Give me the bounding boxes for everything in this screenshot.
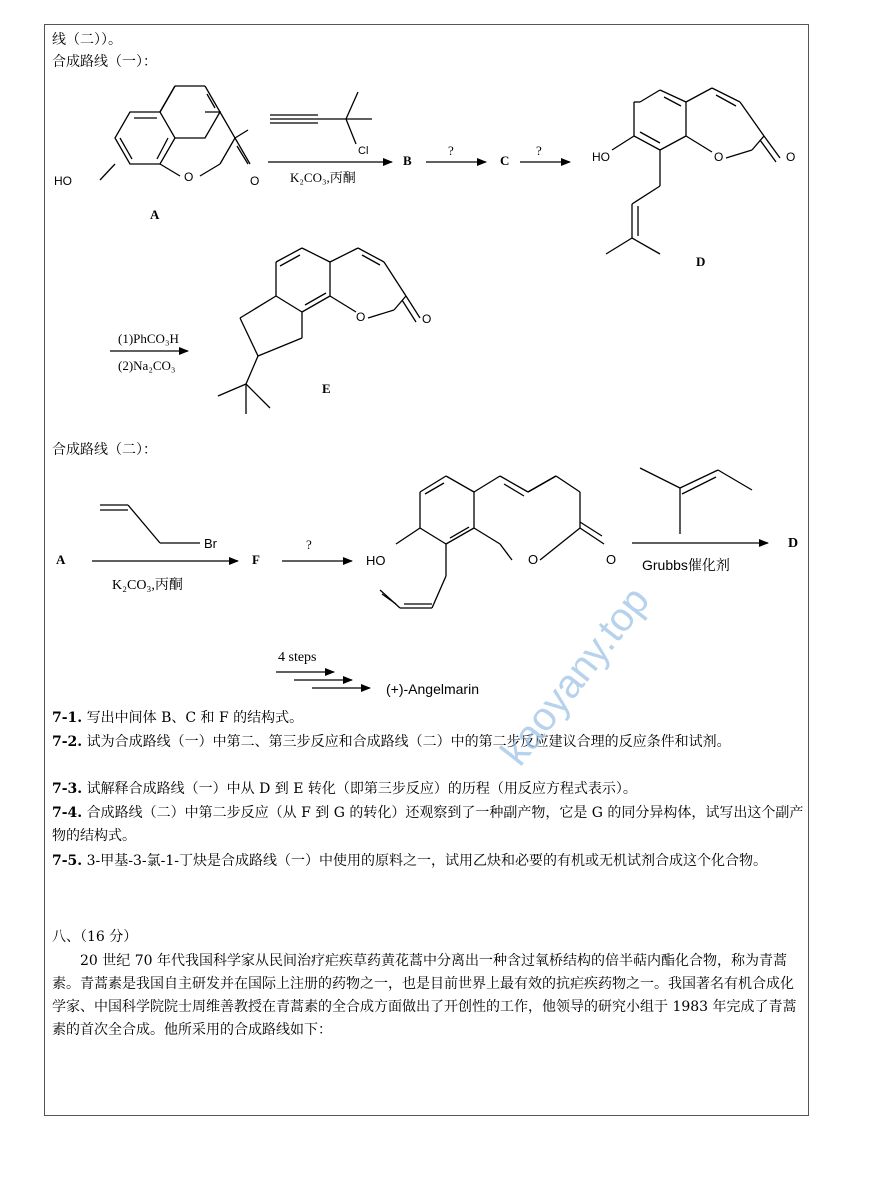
step-e-cond2: (2)Na₂CO₃: [118, 358, 176, 373]
four-steps-label: 4 steps: [278, 650, 317, 665]
atom-ho-d: HO: [592, 150, 610, 164]
question-text: 合成路线（二）中第二步反应（从 F 到 G 的转化）还观察到了一种副产物，它是 G 的同分异构体，试写出这个副产物的结构式。: [52, 805, 804, 844]
label-f: F: [252, 552, 260, 567]
atom-o-carbonyl-d: O: [786, 150, 796, 164]
atom-o-ring-g: O: [528, 552, 539, 567]
question-num: 7-1.: [52, 710, 83, 726]
question-text: 试为合成路线（一）中第二、第三步反应和合成路线（二）中的第二步反应建议合理的反应条件和试剂。: [86, 734, 731, 750]
atom-o-ring-e: O: [356, 310, 366, 324]
question-num: 7-2.: [52, 734, 83, 750]
label-d-route2: D: [788, 536, 799, 551]
product-angelmarin: (+)-Angelmarin: [386, 681, 479, 697]
atom-o-carbonyl-a: O: [250, 174, 260, 188]
route2-base-solvent: K₂CO₃,丙酮: [112, 578, 183, 593]
compound-g-structure: [380, 476, 604, 608]
watermark-text: kaoyany.top: [492, 578, 659, 774]
label-a-route2: A: [56, 552, 66, 567]
label-c: C: [500, 153, 510, 168]
label-d: D: [696, 254, 706, 269]
route1-unknown-step3: ?: [536, 143, 542, 158]
atom-o-ring-d: O: [714, 150, 724, 164]
step-e-cond1: (1)PhCO₃H: [118, 331, 179, 346]
grubbs-catalyst: Grubbs催化剂: [642, 557, 730, 573]
question-num: 7-5.: [52, 853, 83, 869]
question-7-2: [52, 731, 804, 754]
section8-heading: 八、（16 分）: [52, 929, 138, 945]
atom-o-carbonyl-e: O: [422, 312, 432, 326]
atom-ho-g: HO: [366, 553, 386, 568]
atom-ho-a: HO: [54, 174, 72, 188]
route1-base-solvent: K₂CO₃,丙酮: [290, 170, 356, 185]
atom-o-ring-a: O: [184, 170, 194, 184]
reagent-methylbutene: [640, 468, 752, 534]
route2-unknown-step2: ?: [306, 537, 312, 552]
route1-unknown-step2: ?: [448, 143, 454, 158]
reagent-allyl-bromide: [100, 505, 200, 543]
compound-d-structure: [606, 88, 780, 254]
question-text: 写出中间体 B、C 和 F 的结构式。: [86, 710, 304, 726]
label-a: A: [150, 207, 160, 222]
question-7-5: [52, 850, 804, 873]
route1-heading: 合成路线（一）：: [52, 54, 157, 70]
atom-o-carbonyl-g: O: [606, 552, 617, 567]
label-e: E: [322, 381, 331, 396]
question-7-3: [52, 778, 804, 801]
question-text: 试解释合成路线（一）中从 D 到 E 转化（即第三步反应）的历程（用反应方程式表示）。: [86, 781, 637, 797]
route-note: 线（二））。: [52, 32, 122, 48]
compound-a-structure: [100, 86, 250, 180]
compound-e-structure: [218, 248, 420, 414]
question-text: 3-甲基-3-氯-1-丁炔是合成路线（一）中使用的原料之一，试用乙炔和必要的有机或无机试剂合成这个化合物。: [86, 853, 767, 869]
question-7-4: [52, 802, 804, 848]
label-b: B: [403, 153, 412, 168]
route2-heading: 合成路线（二）：: [52, 442, 157, 458]
chloro-label: Cl: [358, 145, 369, 157]
bromo-label: Br: [204, 536, 217, 551]
question-7-1: [52, 707, 804, 730]
reagent-chloro-alkyne: [270, 92, 372, 144]
question-num: 7-3.: [52, 781, 83, 797]
section8-paragraph: 20 世纪 70 年代我国科学家从民间治疗疟疾草药黄花蒿中分离出一种含过氧桥结构的倍半萜内酯化合物，称为青蒿素。青蒿素是我国自主研发并在国际上注册的药物之一，也是目前世界上最有效的抗疟疾药物之一。我国著名有机合成化学家、中国科学院院士周维善教授在青蒿素的全合成方面做出了开创性的工作，他领导的研究小组于 1983 年完成了青蒿素的首次全合成。他所采用的合成路线如下：: [52, 953, 797, 1038]
question-num: 7-4.: [52, 805, 83, 821]
